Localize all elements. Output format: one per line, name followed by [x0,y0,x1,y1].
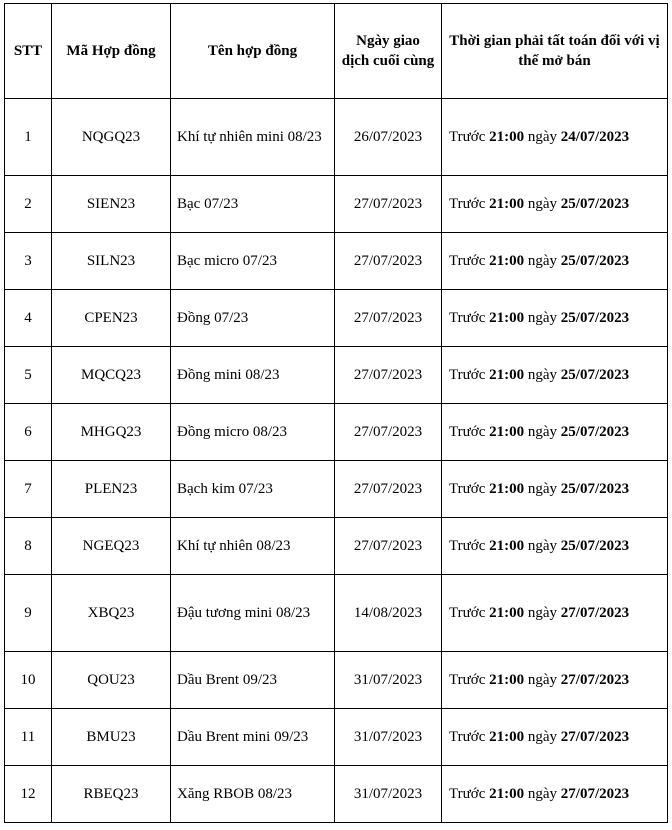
deadline-day-word: ngày [527,367,558,383]
cell-stt: 10 [5,652,52,709]
deadline-date: 24/07/2023 [560,129,630,145]
deadline-before: Trước [449,605,486,621]
table-row [5,709,668,766]
cell-last-trading-day: 31/07/2023 [335,766,442,823]
table-row [5,290,668,347]
deadline-date: 27/07/2023 [560,786,630,802]
deadline-time: 21:00 [489,253,525,269]
cell-contract-name: Đồng mini 08/23 [171,347,335,404]
cell-contract-code: QOU23 [52,652,171,709]
deadline-day-word: ngày [527,196,558,212]
header-contract-code: Mã Hợp đồng [52,4,171,99]
cell-settlement-deadline [442,176,668,233]
deadline-time: 21:00 [489,672,525,688]
contracts-table [4,3,668,823]
table-row [5,404,668,461]
cell-stt: 12 [5,766,52,823]
cell-settlement-deadline [442,347,668,404]
cell-last-trading-day: 27/07/2023 [335,176,442,233]
deadline-date: 25/07/2023 [560,310,630,326]
cell-stt: 8 [5,518,52,575]
cell-last-trading-day: 27/07/2023 [335,347,442,404]
cell-contract-code: SILN23 [52,233,171,290]
cell-stt: 7 [5,461,52,518]
table-row [5,347,668,404]
cell-contract-code: MQCQ23 [52,347,171,404]
cell-stt: 3 [5,233,52,290]
cell-settlement-deadline [442,518,668,575]
cell-contract-name: Đồng 07/23 [171,290,335,347]
cell-settlement-deadline [442,766,668,823]
cell-stt: 4 [5,290,52,347]
cell-settlement-deadline [442,233,668,290]
cell-settlement-deadline [442,404,668,461]
deadline-day-word: ngày [527,129,558,145]
cell-stt: 1 [5,99,52,176]
deadline-time: 21:00 [489,538,525,554]
cell-contract-name: Dầu Brent 09/23 [171,652,335,709]
deadline-time: 21:00 [489,729,525,745]
cell-stt: 9 [5,575,52,652]
cell-contract-code: NQGQ23 [52,99,171,176]
deadline-before: Trước [449,424,486,440]
header-contract-name: Tên hợp đồng [171,4,335,99]
cell-contract-name: Đậu tương mini 08/23 [171,575,335,652]
deadline-before: Trước [449,672,486,688]
deadline-time: 21:00 [489,786,525,802]
deadline-day-word: ngày [527,481,558,497]
deadline-date: 25/07/2023 [560,481,630,497]
cell-contract-code: SIEN23 [52,176,171,233]
cell-contract-code: BMU23 [52,709,171,766]
cell-contract-code: PLEN23 [52,461,171,518]
header-stt: STT [5,4,52,99]
cell-contract-code: XBQ23 [52,575,171,652]
deadline-before: Trước [449,786,486,802]
deadline-time: 21:00 [489,310,525,326]
cell-last-trading-day: 27/07/2023 [335,290,442,347]
table-row [5,99,668,176]
cell-last-trading-day: 27/07/2023 [335,518,442,575]
cell-last-trading-day: 27/07/2023 [335,461,442,518]
table-row [5,461,668,518]
deadline-before: Trước [449,310,486,326]
deadline-date: 25/07/2023 [560,424,630,440]
cell-settlement-deadline [442,461,668,518]
cell-contract-code: RBEQ23 [52,766,171,823]
deadline-time: 21:00 [489,424,525,440]
deadline-day-word: ngày [527,253,558,269]
deadline-before: Trước [449,729,486,745]
table-row [5,652,668,709]
deadline-time: 21:00 [489,367,525,383]
table-body [5,99,668,823]
deadline-before: Trước [449,129,486,145]
cell-contract-name: Dầu Brent mini 09/23 [171,709,335,766]
table-row [5,518,668,575]
deadline-time: 21:00 [489,196,525,212]
header-settlement-deadline: Thời gian phải tất toán đối với vị thế mở bán [442,4,668,99]
table-row [5,176,668,233]
deadline-before: Trước [449,538,486,554]
cell-settlement-deadline [442,290,668,347]
deadline-day-word: ngày [527,424,558,440]
deadline-before: Trước [449,253,486,269]
header-last-trading-day: Ngày giao dịch cuối cùng [335,4,442,99]
cell-contract-name: Bạch kim 07/23 [171,461,335,518]
deadline-time: 21:00 [489,481,525,497]
deadline-date: 27/07/2023 [560,672,630,688]
cell-contract-name: Đồng micro 08/23 [171,404,335,461]
deadline-before: Trước [449,481,486,497]
cell-settlement-deadline [442,575,668,652]
cell-last-trading-day: 27/07/2023 [335,404,442,461]
deadline-date: 25/07/2023 [560,538,630,554]
cell-contract-code: CPEN23 [52,290,171,347]
deadline-before: Trước [449,367,486,383]
header-row [5,4,668,99]
cell-stt: 5 [5,347,52,404]
deadline-before: Trước [449,196,486,212]
deadline-day-word: ngày [527,310,558,326]
cell-contract-name: Bạc 07/23 [171,176,335,233]
cell-contract-name: Bạc micro 07/23 [171,233,335,290]
cell-contract-name: Khí tự nhiên mini 08/23 [171,99,335,176]
cell-stt: 6 [5,404,52,461]
cell-settlement-deadline [442,99,668,176]
cell-settlement-deadline [442,709,668,766]
cell-contract-name: Xăng RBOB 08/23 [171,766,335,823]
deadline-date: 25/07/2023 [560,196,630,212]
cell-last-trading-day: 31/07/2023 [335,652,442,709]
deadline-date: 27/07/2023 [560,605,630,621]
deadline-date: 27/07/2023 [560,729,630,745]
cell-last-trading-day: 31/07/2023 [335,709,442,766]
cell-last-trading-day: 27/07/2023 [335,233,442,290]
table-row [5,575,668,652]
cell-contract-name: Khí tự nhiên 08/23 [171,518,335,575]
cell-last-trading-day: 14/08/2023 [335,575,442,652]
deadline-date: 25/07/2023 [560,367,630,383]
deadline-time: 21:00 [489,129,525,145]
deadline-date: 25/07/2023 [560,253,630,269]
cell-stt: 11 [5,709,52,766]
deadline-day-word: ngày [527,538,558,554]
cell-settlement-deadline [442,652,668,709]
deadline-time: 21:00 [489,605,525,621]
cell-stt: 2 [5,176,52,233]
cell-contract-code: MHGQ23 [52,404,171,461]
cell-last-trading-day: 26/07/2023 [335,99,442,176]
deadline-day-word: ngày [527,786,558,802]
table-row [5,233,668,290]
deadline-day-word: ngày [527,672,558,688]
cell-contract-code: NGEQ23 [52,518,171,575]
deadline-day-word: ngày [527,729,558,745]
table-row [5,766,668,823]
deadline-day-word: ngày [527,605,558,621]
